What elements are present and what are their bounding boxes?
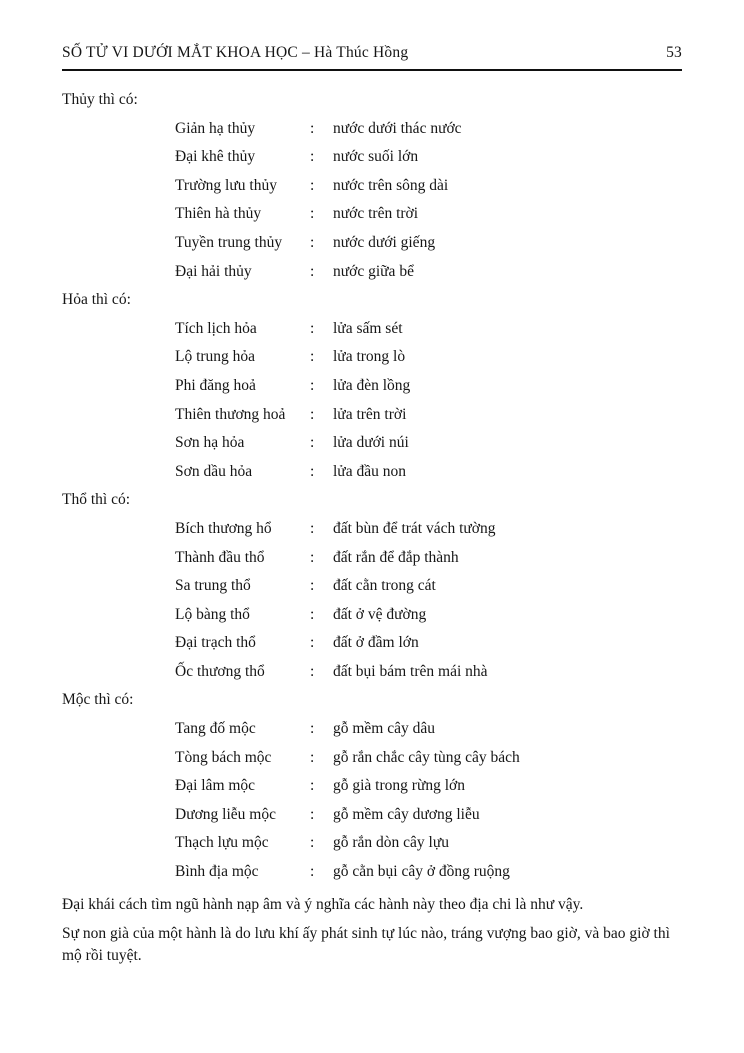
colon-separator: : <box>310 148 315 166</box>
term-name: Tuyền trung thủy <box>175 233 283 251</box>
term-row <box>62 372 682 401</box>
term-description: nước dưới giếng <box>333 233 436 251</box>
term-name: Thiên hà thủy <box>175 205 262 223</box>
closing-paragraphs <box>62 894 682 967</box>
term-description: đất rắn để đắp thành <box>333 548 459 566</box>
term-description: gỗ rắn chắc cây tùng cây bách <box>333 748 520 766</box>
term-description: gỗ rắn dòn cây lựu <box>333 834 450 852</box>
section-heading: Thổ thì có: <box>62 491 131 509</box>
term-name: Lộ trung hỏa <box>175 348 256 366</box>
term-description: nước dưới thác nước <box>333 119 462 137</box>
term-name: Tòng bách mộc <box>175 748 272 766</box>
colon-separator: : <box>310 262 315 280</box>
colon-separator: : <box>310 634 315 652</box>
term-description: nước giữa bể <box>333 262 414 280</box>
colon-separator: : <box>310 662 315 680</box>
colon-separator: : <box>310 720 315 738</box>
term-row <box>62 801 682 830</box>
term-description: gỗ già trong rừng lớn <box>333 777 465 795</box>
colon-separator: : <box>310 519 315 537</box>
colon-separator: : <box>310 233 315 251</box>
section-heading: Mộc thì có: <box>62 691 134 709</box>
section-heading: Thủy thì có: <box>62 91 138 108</box>
term-row <box>62 143 682 172</box>
term-description: đất bụi bám trên mái nhà <box>333 662 488 680</box>
term-description: đất cằn trong cát <box>333 577 436 595</box>
colon-separator: : <box>310 434 315 452</box>
term-description: gỗ cằn bụi cây ở đồng ruộng <box>333 863 510 881</box>
term-name: Thạch lựu mộc <box>175 834 269 852</box>
term-description: đất bùn để trát vách tường <box>333 519 496 537</box>
term-name: Bình địa mộc <box>175 863 259 881</box>
colon-separator: : <box>310 577 315 595</box>
five-elements-list <box>62 86 682 887</box>
colon-separator: : <box>310 348 315 366</box>
term-description: nước trên sông dài <box>333 176 449 194</box>
colon-separator: : <box>310 863 315 881</box>
term-row <box>62 544 682 573</box>
colon-separator: : <box>310 834 315 852</box>
term-name: Tích lịch hỏa <box>175 319 257 337</box>
term-name: Đại hải thủy <box>175 262 252 280</box>
term-name: Lộ bàng thổ <box>175 605 250 623</box>
section-heading: Hỏa thì có: <box>62 291 131 309</box>
term-description: lửa trên trời <box>333 405 407 423</box>
term-row <box>62 429 682 458</box>
term-name: Đại khê thủy <box>175 148 256 166</box>
term-description: lửa dưới núi <box>333 434 409 452</box>
term-row <box>62 858 682 887</box>
colon-separator: : <box>310 119 315 137</box>
term-row <box>62 744 682 773</box>
term-row <box>62 258 682 287</box>
colon-separator: : <box>310 176 315 194</box>
colon-separator: : <box>310 462 315 480</box>
colon-separator: : <box>310 548 315 566</box>
term-name: Đại trạch thổ <box>175 634 256 652</box>
colon-separator: : <box>310 777 315 795</box>
term-description: lửa trong lò <box>333 348 406 366</box>
term-name: Thiên thương hoả <box>175 405 286 423</box>
term-name: Trường lưu thủy <box>175 176 277 194</box>
term-name: Dương liễu mộc <box>175 805 276 823</box>
term-row <box>62 229 682 258</box>
paragraph: Đại khái cách tìm ngũ hành nạp âm và ý nghĩa các hành này theo địa chi là như vậy. <box>62 895 584 913</box>
term-row <box>62 629 682 658</box>
term-name: Sơn hạ hỏa <box>175 434 245 452</box>
term-name: Sa trung thổ <box>175 577 251 595</box>
term-name: Thành đầu thổ <box>175 548 265 566</box>
colon-separator: : <box>310 805 315 823</box>
term-row <box>62 343 682 372</box>
page-header <box>62 44 682 71</box>
term-row <box>62 601 682 630</box>
colon-separator: : <box>310 319 315 337</box>
term-description: lửa đầu non <box>333 462 406 480</box>
term-row <box>62 315 682 344</box>
term-description: lửa sấm sét <box>333 319 403 337</box>
term-description: lửa đèn lồng <box>333 376 411 394</box>
term-description: gỗ mềm cây dâu <box>333 720 436 738</box>
term-row <box>62 515 682 544</box>
colon-separator: : <box>310 376 315 394</box>
term-row <box>62 172 682 201</box>
term-name: Giản hạ thủy <box>175 119 256 137</box>
term-name: Bích thương hổ <box>175 519 272 537</box>
term-description: đất ở vệ đường <box>333 605 427 623</box>
colon-separator: : <box>310 205 315 223</box>
page-number: 53 <box>666 44 682 61</box>
term-row <box>62 115 682 144</box>
term-row <box>62 715 682 744</box>
term-row <box>62 829 682 858</box>
term-description: nước trên trời <box>333 205 419 223</box>
term-name: Tang đố mộc <box>175 720 256 738</box>
term-name: Phi đăng hoả <box>175 376 256 394</box>
term-name: Sơn dầu hỏa <box>175 462 253 480</box>
colon-separator: : <box>310 605 315 623</box>
term-row <box>62 200 682 229</box>
term-row <box>62 458 682 487</box>
term-row <box>62 401 682 430</box>
paragraph: Sự non già của một hành là do lưu khí ấy phát sinh tự lúc nào, tráng vượng bao giờ, và bao giờ thì mộ rồi tuyệt. <box>62 925 670 964</box>
term-description: gỗ mềm cây dương liễu <box>333 805 480 823</box>
colon-separator: : <box>310 748 315 766</box>
term-name: Ốc thương thổ <box>175 662 265 680</box>
term-name: Đại lâm mộc <box>175 777 256 795</box>
term-description: nước suối lớn <box>333 148 419 166</box>
term-row <box>62 658 682 687</box>
term-row <box>62 572 682 601</box>
book-title: SỐ TỬ VI DƯỚI MẮT KHOA HỌC – Hà Thúc Hồng <box>62 44 409 61</box>
term-row <box>62 772 682 801</box>
term-description: đất ở đầm lớn <box>333 634 419 652</box>
colon-separator: : <box>310 405 315 423</box>
